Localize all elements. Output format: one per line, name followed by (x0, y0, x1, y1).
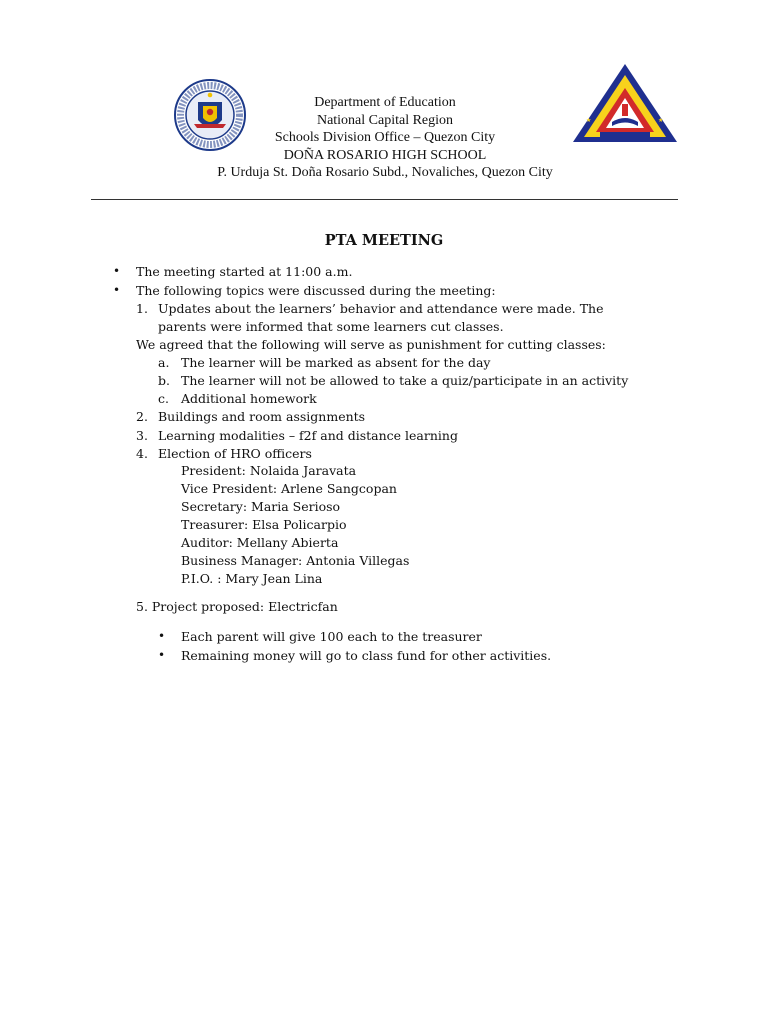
item-number: 3. (136, 428, 148, 443)
officer-line: President: Nolaida Jaravata (181, 463, 357, 478)
bullet-marker: • (158, 629, 166, 643)
item-number: 1. (136, 301, 148, 316)
project-heading: 5. Project proposed: Electricfan (136, 599, 338, 614)
letterhead-text (170, 94, 600, 182)
project-bullet-2: Remaining money will go to class fund for other activities. (181, 648, 552, 663)
bullet-marker: • (158, 648, 166, 662)
svg-text:★: ★ (658, 117, 664, 124)
subitem-letter: c. (158, 391, 169, 406)
region-line: National Capital Region (316, 112, 454, 128)
school-name-line: DOÑA ROSARIO HIGH SCHOOL (283, 147, 487, 163)
school-logo (570, 62, 680, 146)
document-title: PTA MEETING (324, 232, 444, 249)
item-3-text: Learning modalities – f2f and distance learning (158, 428, 458, 443)
item-number: 2. (136, 409, 148, 424)
punishment-c: Additional homework (181, 391, 317, 406)
meeting-start-text: The meeting started at 11:00 a.m. (136, 264, 353, 279)
letterhead (0, 0, 768, 200)
header-divider (91, 199, 678, 200)
punishment-intro: We agreed that the following will serve as punishment for cutting classes: (136, 337, 606, 352)
project-bullet-1: Each parent will give 100 each to the treasurer (181, 629, 482, 644)
punishment-a: The learner will be marked as absent for the day (181, 355, 491, 370)
officer-line: Vice President: Arlene Sangcopan (181, 481, 397, 496)
subitem-letter: a. (158, 355, 170, 370)
officer-line: P.I.O. : Mary Jean Lina (181, 571, 323, 586)
officer-line: Business Manager: Antonia Villegas (181, 553, 410, 568)
item-1-text-line2: parents were informed that some learners cut classes. (158, 319, 504, 334)
punishment-b: The learner will not be allowed to take a quiz/participate in an activity (181, 373, 629, 388)
officer-line: Treasurer: Elsa Policarpio (181, 517, 347, 532)
item-2-text: Buildings and room assignments (158, 409, 366, 424)
svg-text:★: ★ (586, 117, 592, 124)
division-line: Schools Division Office – Quezon City (274, 130, 496, 145)
item-number: 4. (136, 446, 148, 461)
department-line: Department of Education (314, 95, 456, 110)
item-4-text: Election of HRO officers (158, 446, 312, 461)
bullet-marker: • (113, 283, 121, 297)
officer-line: Secretary: Maria Serioso (181, 499, 341, 514)
topics-intro-text: The following topics were discussed during the meeting: (136, 283, 496, 298)
bullet-marker: • (113, 264, 121, 278)
school-address-line: P. Urduja St. Doña Rosario Subd., Novaliches, Quezon City (217, 165, 553, 180)
subitem-letter: b. (158, 373, 170, 388)
officer-line: Auditor: Mellany Abierta (181, 535, 339, 550)
item-1-text-line1: Updates about the learners’ behavior and attendance were made. The (158, 301, 604, 316)
